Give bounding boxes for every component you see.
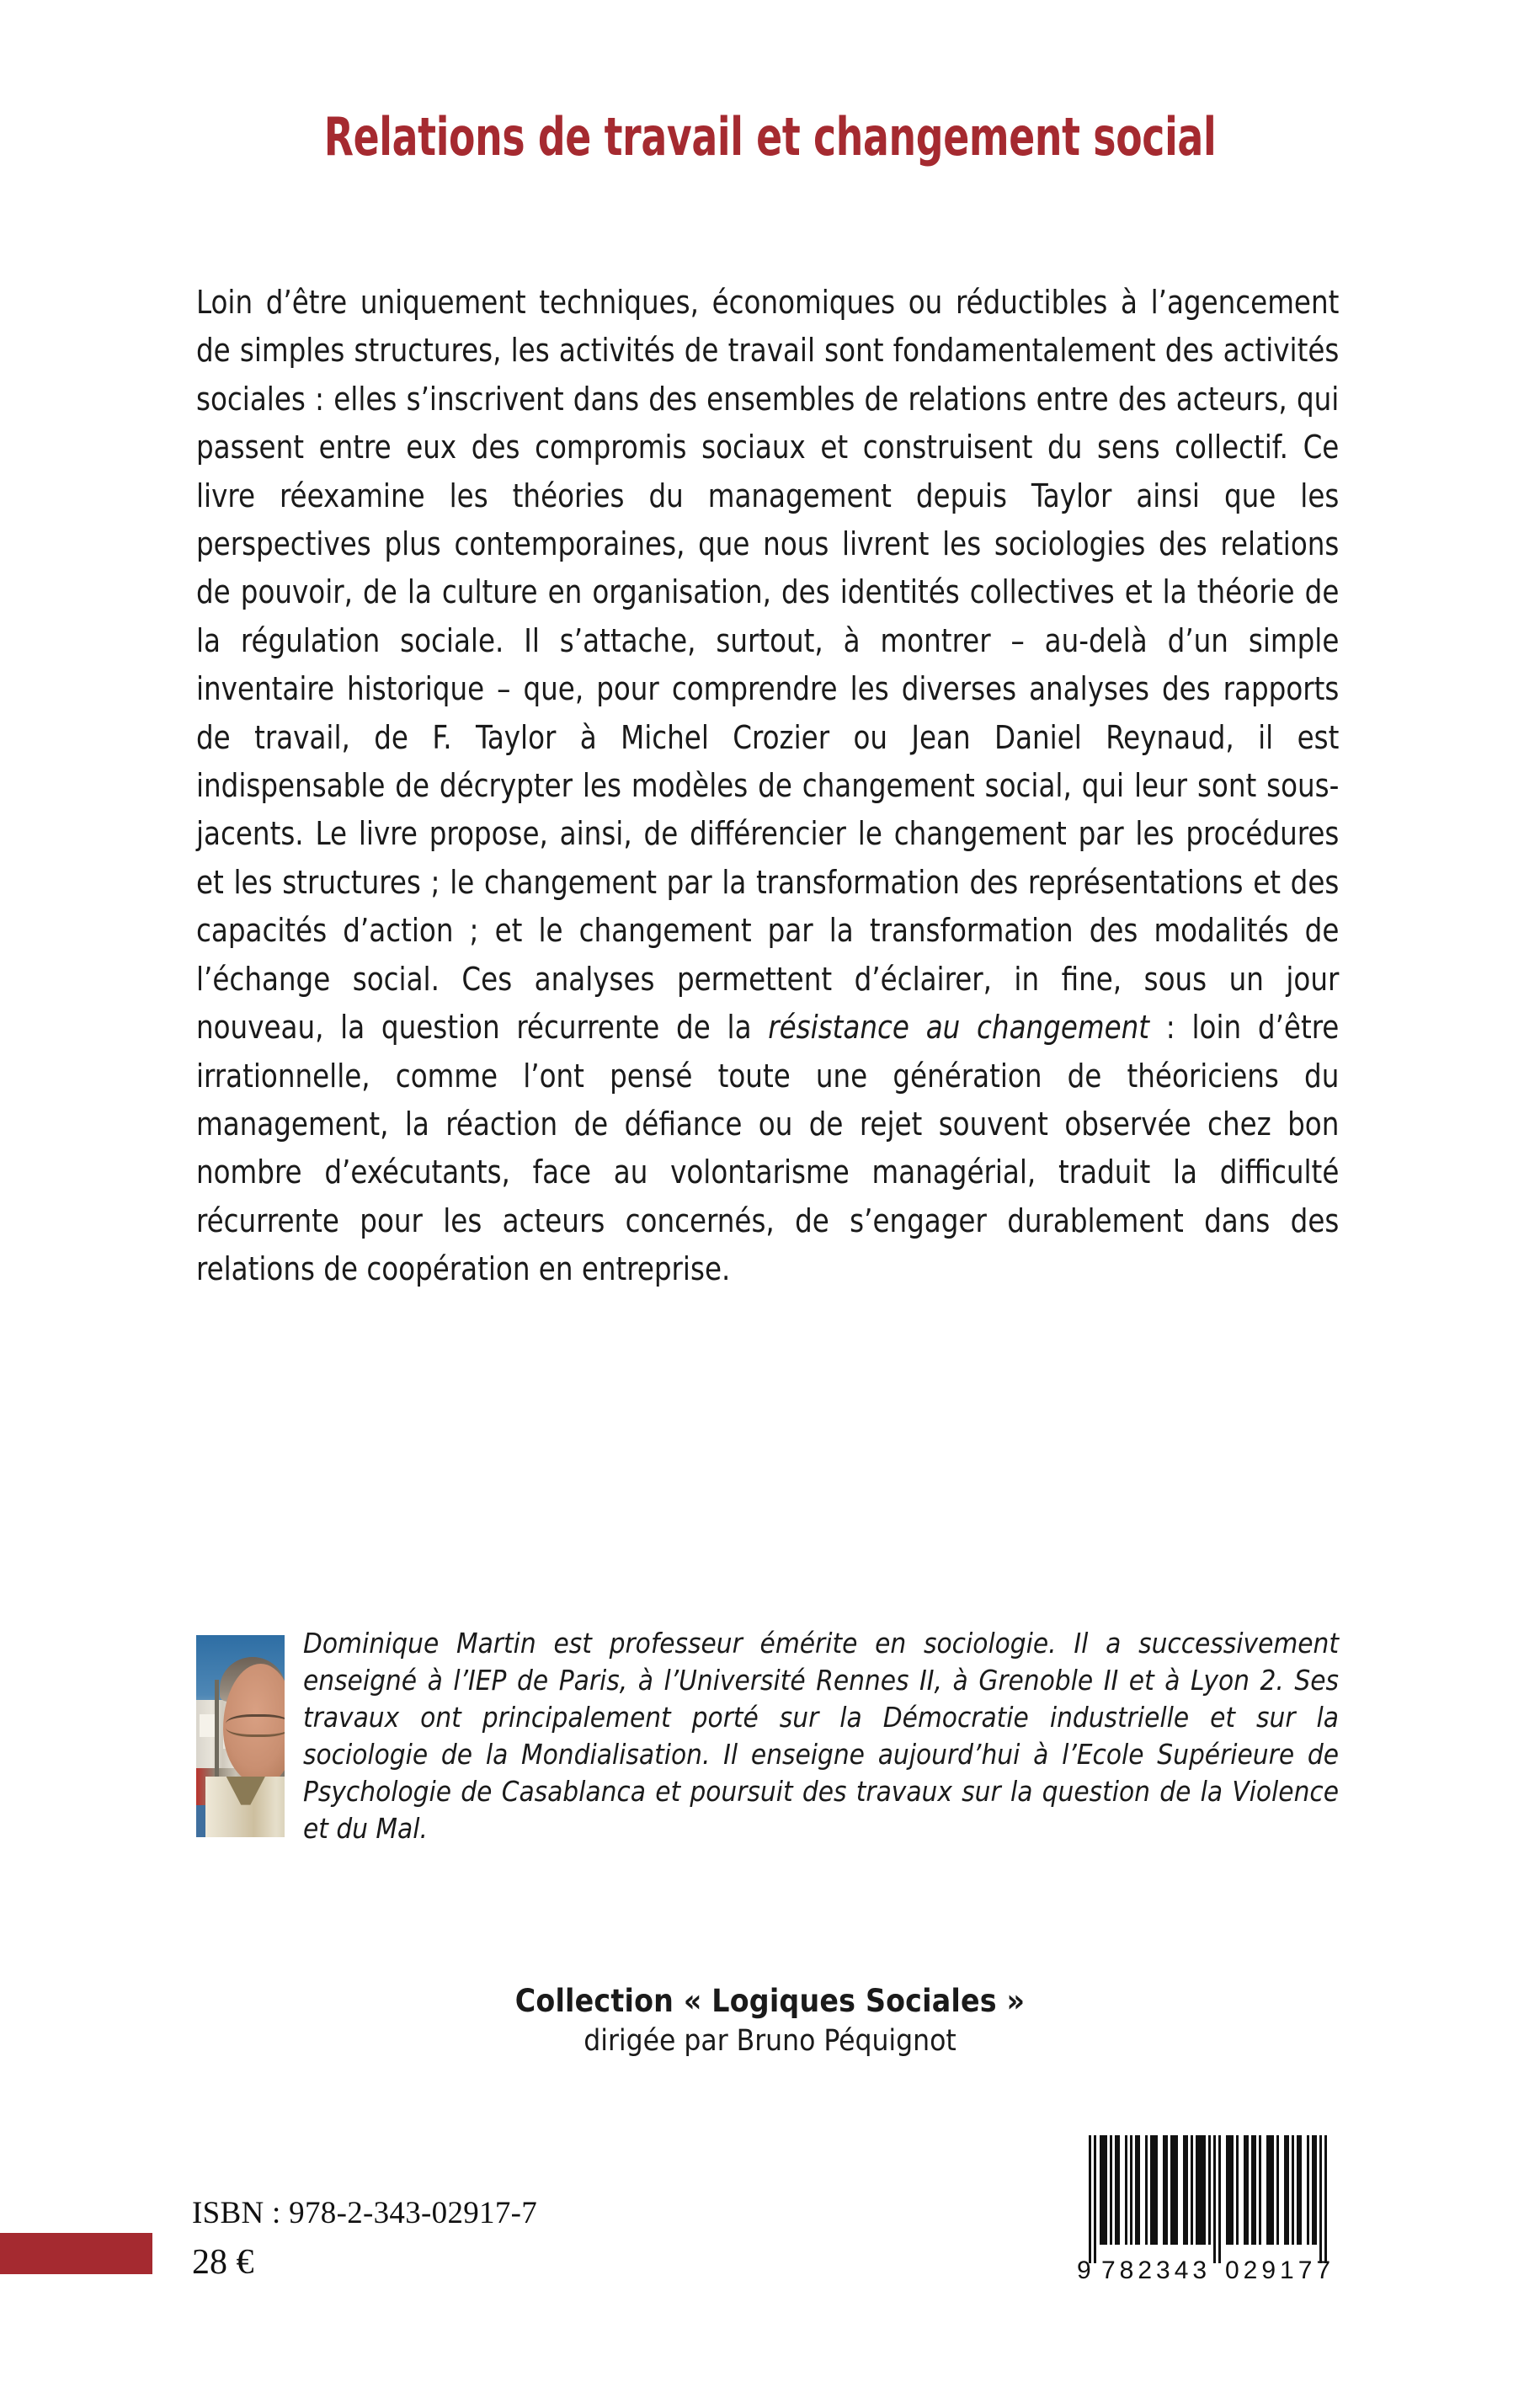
- collection-name: Collection « Logiques Sociales »: [514, 1983, 1026, 2019]
- blurb-emphasis: résistance au changement: [768, 1009, 1150, 1047]
- blurb-part-2: : loin d’être irrationnelle, comme l’ont pensé toute une génération de théoriciens du management, la réaction de défiance ou de rejet souvent observée chez bon nombre d’exécutants, face au volontarisme managérial, traduit la difficulté récurrente pour les acteurs concernés, de s’engager durablement dans des relations de coopération en entreprise.: [196, 1009, 1340, 1289]
- barcode-lead-digit: 9: [1077, 2256, 1091, 2284]
- blurb-part-1: Loin d’être uniquement techniques, économiques ou réductibles à l’agencement de simples structures, les activités de travail sont fondamentalement des activités sociales : elles s’inscrivent dans des ensembles de relations entre des acteurs, qui passent entre eux des compromis sociaux et construisent du sens collectif. Ce livre réexamine les théories du management depuis Taylor ainsi que les perspectives plus contemporaines, que nous livrent les sociologies des relations de pouvoir, de la culture en organisation, des identités collectives et la théorie de la régulation sociale. Il s’attache, surtout, à montrer – au-delà d’un simple inventaire historique – que, pour comprendre les diverses analyses des rapports de travail, de F. Taylor à Michel Crozier ou Jean Daniel Reynaud, il est indispensable de décrypter les modèles de changement social, qui leur sont sous-jacents. Le livre propose, ainsi, de différencier le changement par les procédures et les structures ; le changement par la transformation des représentations et des capacités d’action ; et le changement par la transformation des modalités de l’échange social. Ces analyses permettent d’éclairer, in fine, sous un jour nouveau, la question récurrente de la: [196, 284, 1340, 1047]
- collection-director: dirigée par Bruno Péquignot: [583, 2024, 957, 2058]
- barcode-right-group: 029177: [1225, 2256, 1335, 2284]
- author-bio: [196, 1625, 1339, 1847]
- price-text: 28 €: [192, 2243, 254, 2282]
- barcode-svg: [1074, 2129, 1338, 2284]
- collection-info: [0, 1983, 1540, 2058]
- isbn-text: ISBN : 978-2-343-02917-7: [192, 2196, 538, 2230]
- barcode-left-group: 782343: [1101, 2256, 1212, 2284]
- author-bio-text: Dominique Martin est professeur émérite en sociologie. Il a successivement enseigné à l’IEP de Paris, à l’Université Rennes II, à Grenoble II et à Lyon 2. Ses travaux ont principalement porté sur la Démocratie industrielle et sur la sociologie de la Mondialisation. Il enseigne aujourd’hui à l’Ecole Supérieure de Psychologie de Casablanca et poursuit des travaux sur la question de la Violence et du Mal.: [303, 1627, 1339, 1845]
- author-portrait: [196, 1635, 285, 1837]
- page-title: Relations de travail et changement social: [323, 106, 1217, 168]
- barcode: [1074, 2129, 1338, 2284]
- portrait-glasses: [226, 1714, 285, 1738]
- accent-bar: [0, 2233, 152, 2274]
- blurb-paragraph: [196, 279, 1339, 1294]
